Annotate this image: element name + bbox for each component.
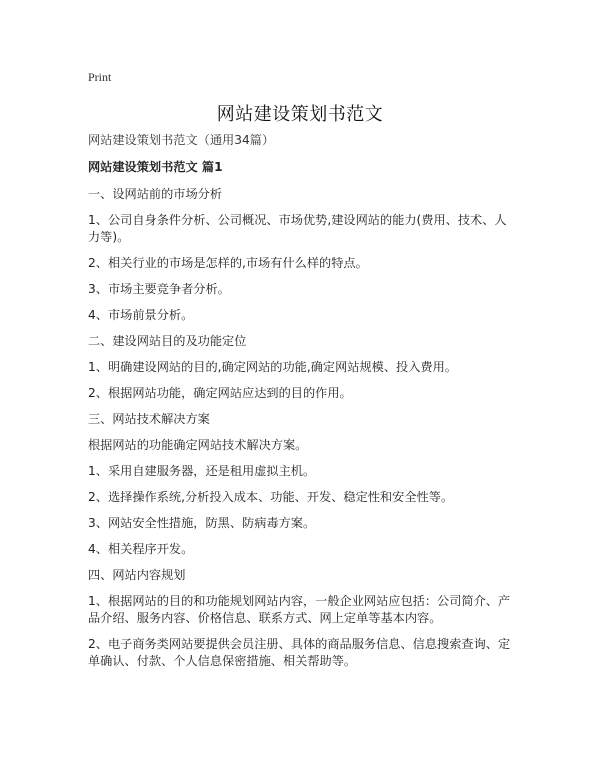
document-subtitle: 网站建设策划书范文（通用34篇）: [88, 133, 275, 147]
print-label: Print: [88, 70, 112, 84]
document-title: 网站建设策划书范文: [216, 104, 384, 125]
section-title: 三、网站技术解决方案: [88, 412, 210, 426]
section-heading: 网站建设策划书范文 篇1: [88, 160, 223, 174]
paragraph: 3、市场主要竞争者分析。: [88, 282, 230, 296]
paragraph: 4、市场前景分析。: [88, 308, 194, 322]
section-title: 一、设网站前的市场分析: [88, 187, 223, 201]
paragraph: 2、选择操作系统,分析投入成本、功能、开发、稳定性和安全性等。: [88, 490, 454, 504]
section-title: 四、网站内容规划: [88, 568, 186, 582]
section-title: 二、建设网站目的及功能定位: [88, 334, 247, 348]
paragraph: 2、相关行业的市场是怎样的,市场有什么样的特点。: [88, 256, 368, 270]
paragraph: 2、电子商务类网站要提供会员注册、具体的商品服务信息、信息搜索查询、定单确认、付款、个人信息保密措施、相关帮助等。: [88, 637, 511, 668]
paragraph: 1、明确建设网站的目的,确定网站的功能,确定网站规模、投入费用。: [88, 360, 457, 374]
document-body: [88, 132, 518, 679]
paragraph: 1、根据网站的目的和功能规划网站内容，一般企业网站应包括：公司简介、产品介绍、服务内容、价格信息、联系方式、网上定单等基本内容。: [88, 594, 511, 625]
paragraph: 根据网站的功能确定网站技术解决方案。: [88, 438, 308, 452]
paragraph: 4、相关程序开发。: [88, 542, 194, 556]
paragraph: 3、网站安全性措施，防黑、防病毒方案。: [88, 516, 316, 530]
paragraph: 2、根据网站功能，确定网站应达到的目的作用。: [88, 386, 352, 400]
paragraph: 1、采用自建服务器，还是租用虚拟主机。: [88, 464, 316, 478]
paragraph: 1、公司自身条件分析、公司概况、市场优势,建设网站的能力(费用、技术、人力等)。: [88, 213, 507, 244]
